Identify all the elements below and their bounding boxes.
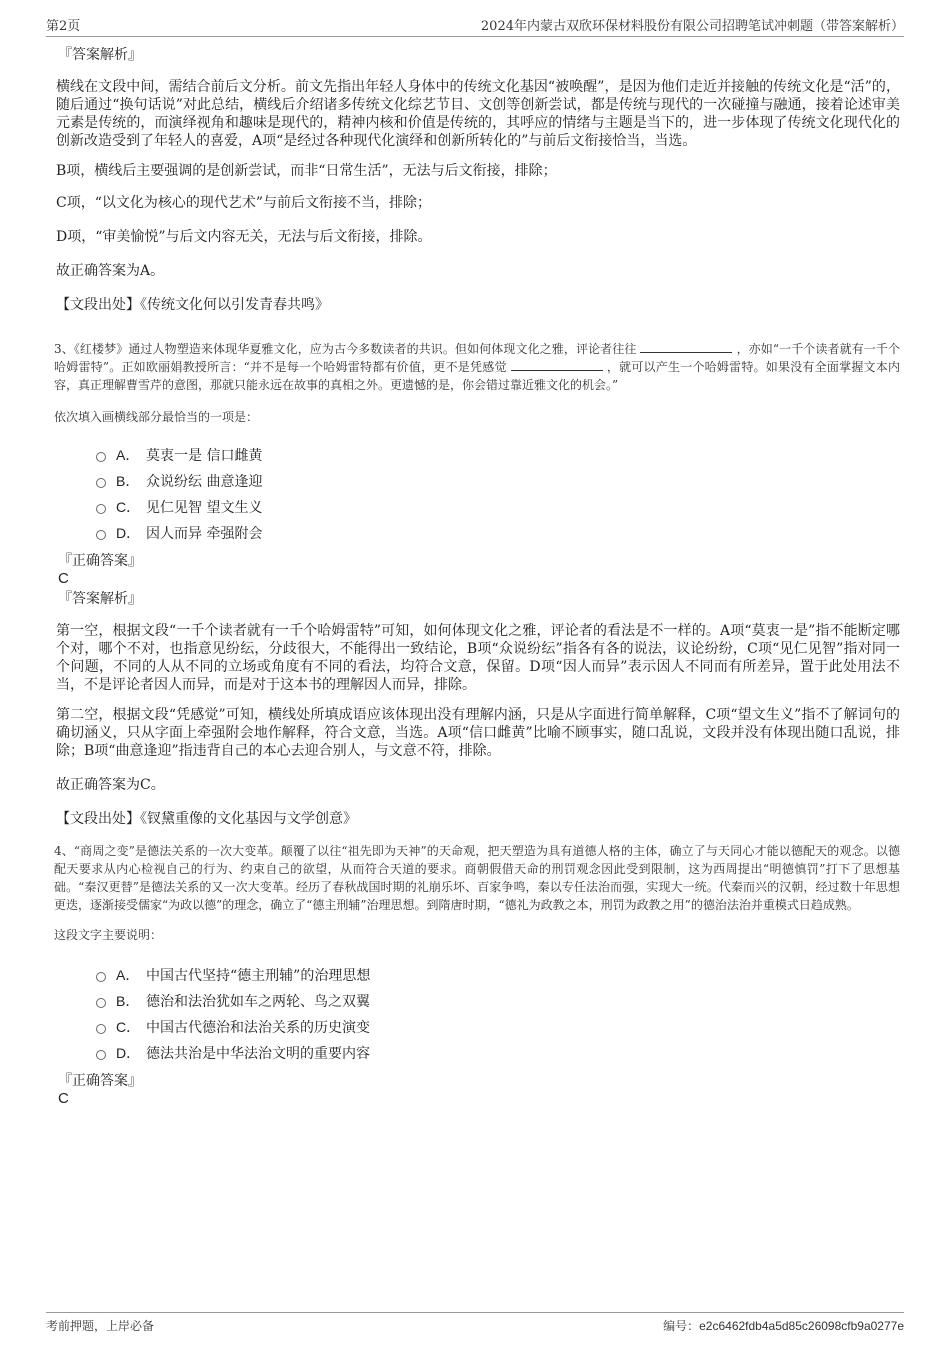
q3-answer-label: 『正确答案』 bbox=[58, 553, 142, 569]
q3-source: 【文段出处】《钗黛重像的文化基因与文学创意》 bbox=[56, 811, 357, 827]
q4-option-d[interactable]: D． 德法共治是中华法治文明的重要内容 bbox=[96, 1040, 900, 1066]
radio-icon[interactable] bbox=[96, 1050, 106, 1060]
radio-icon[interactable] bbox=[96, 1024, 106, 1034]
q3-analysis-p2: 第二空，根据文段“凭感觉”可知，横线处所填成语应该体现出没有理解内涵，只是从字面进行简单解释，C项“望文生义”指不了解词句的确切涵义，只从字面上牵强附会地作解释，符合文意，当选。A项“信口雌黄”比喻不顾事实，随口乱说，文段并没有体现出随口乱说，排除；B项“曲意逢迎”指违背自己的本心去迎合别人，与文意不符，排除。 bbox=[56, 707, 900, 759]
q3-text-part3: ，就可以产生一个哈姆雷特。如果没有全面掌握文本内容，真正理解曹雪芹的意图，那就只能永远在故事的真相之外。更遗憾的是，你会错过靠近雅文化的机会。” bbox=[54, 360, 900, 392]
q2-analysis-p2: B项，横线后主要强调的是创新尝试，而非“日常生活”，无法与后文衔接，排除； bbox=[56, 163, 557, 179]
q2-analysis-p1: 横线在文段中间，需结合前后文分析。前文先指出年轻人身体中的传统文化基因“被唤醒”，是因为他们走近并接触的传统文化是“活”的，随后通过“换句话说”对此总结，横线后介绍诸多传统文化综艺节目、文创等创新尝试，都是传统与现代的一次碰撞与融通，接着论述审美元素是传统的，而演绎视角和趣味是现代的，精神内核和价值是传统的，其呼应的情绪与主题是当下的，进一步体现了传统文化现代化的创新改造受到了年轻人的喜爱，A项“是经过各种现代化演绎和创新所转化的”与前后文衔接恰当，当选。 bbox=[56, 79, 900, 149]
document-id: 编号：e2c6462fdb4a5d85c26098cfb9a0277e bbox=[663, 1319, 904, 1333]
q3-options bbox=[56, 442, 900, 546]
q3-blank-2 bbox=[511, 358, 603, 371]
radio-icon[interactable] bbox=[96, 504, 106, 514]
q4-prompt: 这段文字主要说明： bbox=[54, 928, 163, 942]
q3-text-part1: 3、《红楼梦》通过人物塑造来体现华夏雅文化，应为古今多数读者的共识。但如何体现文化之雅，评论者往往 bbox=[54, 342, 637, 356]
q3-blank-1 bbox=[640, 340, 732, 353]
document-title: 2024年内蒙古双欣环保材料股份有限公司招聘笔试冲刺题（带答案解析） bbox=[480, 19, 904, 34]
q3-question-text bbox=[54, 340, 900, 394]
radio-icon[interactable] bbox=[96, 972, 106, 982]
q3-option-a[interactable]: A． 莫衷一是 信口雌黄 bbox=[96, 442, 900, 468]
q3-analysis-p1: 第一空，根据文段“一千个读者就有一千个哈姆雷特”可知，如何体现文化之雅，评论者的看法是不一样的。A项“莫衷一是”指不能断定哪个对，哪个不对，也指意见纷纭，分歧很大，不能得出一致结论，B项“众说纷纭”指各有各的说法，议论纷纷，C项“见仁见智”指对同一个问题，不同的人从不同的立场或角度有不同的看法，均符合文意，保留。D项“因人而异”表示因人不同而有所差异，置于此处用法不当，不是评论者因人而异，而是对于这本书的理解因人而异，排除。 bbox=[56, 623, 900, 693]
q2-analysis-p3: C项，“以文化为核心的现代艺术”与前后文衔接不当，排除； bbox=[56, 195, 432, 211]
page-header bbox=[46, 14, 904, 37]
q2-source: 【文段出处】《传统文化何以引发青春共鸣》 bbox=[56, 297, 329, 313]
q3-analysis-label: 『答案解析』 bbox=[58, 591, 142, 607]
q4-question-text: 4、“商周之变”是德法关系的一次大变革。颠覆了以往“祖先即为天神”的天命观，把天塑造为具有道德人格的主体，确立了与天同心才能以德配天的观念。以德配天要求从内心检视自己的行为、约束自己的欲望，从而符合天道的要求。商朝假借天命的刑罚观念因此受到限制，这为西周提出“明德慎罚”打下了思想基础。“秦汉更替”是德法关系的又一次大变革。经历了春秋战国时期的礼崩乐坏、百家争鸣，秦以专任法治而强，实现大一统。代秦而兴的汉朝，经过数十年思想更迭，逐渐接受儒家“为政以德”的理念，确立了“德主刑辅”治理思想。到隋唐时期，“德礼为政教之本，刑罚为政教之用”的德治法治并重模式日趋成熟。 bbox=[54, 844, 900, 912]
page-number: 第2页 bbox=[46, 19, 81, 34]
q2-conclusion: 故正确答案为A。 bbox=[56, 263, 165, 279]
q2-analysis-p4: D项，“审美愉悦”与后文内容无关，无法与后文衔接，排除。 bbox=[56, 229, 432, 245]
radio-icon[interactable] bbox=[96, 530, 106, 540]
q4-option-b[interactable]: B． 德治和法治犹如车之两轮、鸟之双翼 bbox=[96, 988, 900, 1014]
q3-option-b[interactable]: B． 众说纷纭 曲意逢迎 bbox=[96, 468, 900, 494]
page-content bbox=[56, 46, 900, 1108]
q4-options bbox=[56, 962, 900, 1066]
q3-answer: C bbox=[58, 570, 69, 587]
footer-slogan: 考前押题，上岸必备 bbox=[46, 1319, 155, 1333]
radio-icon[interactable] bbox=[96, 478, 106, 488]
q3-text-part2: ，亦如“一千个读者就有一千个哈姆雷特”。正如欧丽娟教授所言：“并不是每一个哈姆雷特都有价值，更不是凭感觉 bbox=[54, 342, 901, 374]
q3-option-c[interactable]: C． 见仁见智 望文生义 bbox=[96, 494, 900, 520]
q2-analysis-label: 『答案解析』 bbox=[58, 47, 142, 63]
q3-prompt: 依次填入画横线部分最恰当的一项是： bbox=[54, 410, 259, 424]
q3-option-d[interactable]: D． 因人而异 牵强附会 bbox=[96, 520, 900, 546]
q4-option-a[interactable]: A． 中国古代坚持“德主刑辅”的治理思想 bbox=[96, 962, 900, 988]
q4-answer: C bbox=[58, 1090, 69, 1107]
q4-option-c[interactable]: C． 中国古代德治和法治关系的历史演变 bbox=[96, 1014, 900, 1040]
page-footer bbox=[46, 1312, 904, 1334]
radio-icon[interactable] bbox=[96, 998, 106, 1008]
q3-conclusion: 故正确答案为C。 bbox=[56, 777, 165, 793]
radio-icon[interactable] bbox=[96, 452, 106, 462]
q4-answer-label: 『正确答案』 bbox=[58, 1073, 142, 1089]
